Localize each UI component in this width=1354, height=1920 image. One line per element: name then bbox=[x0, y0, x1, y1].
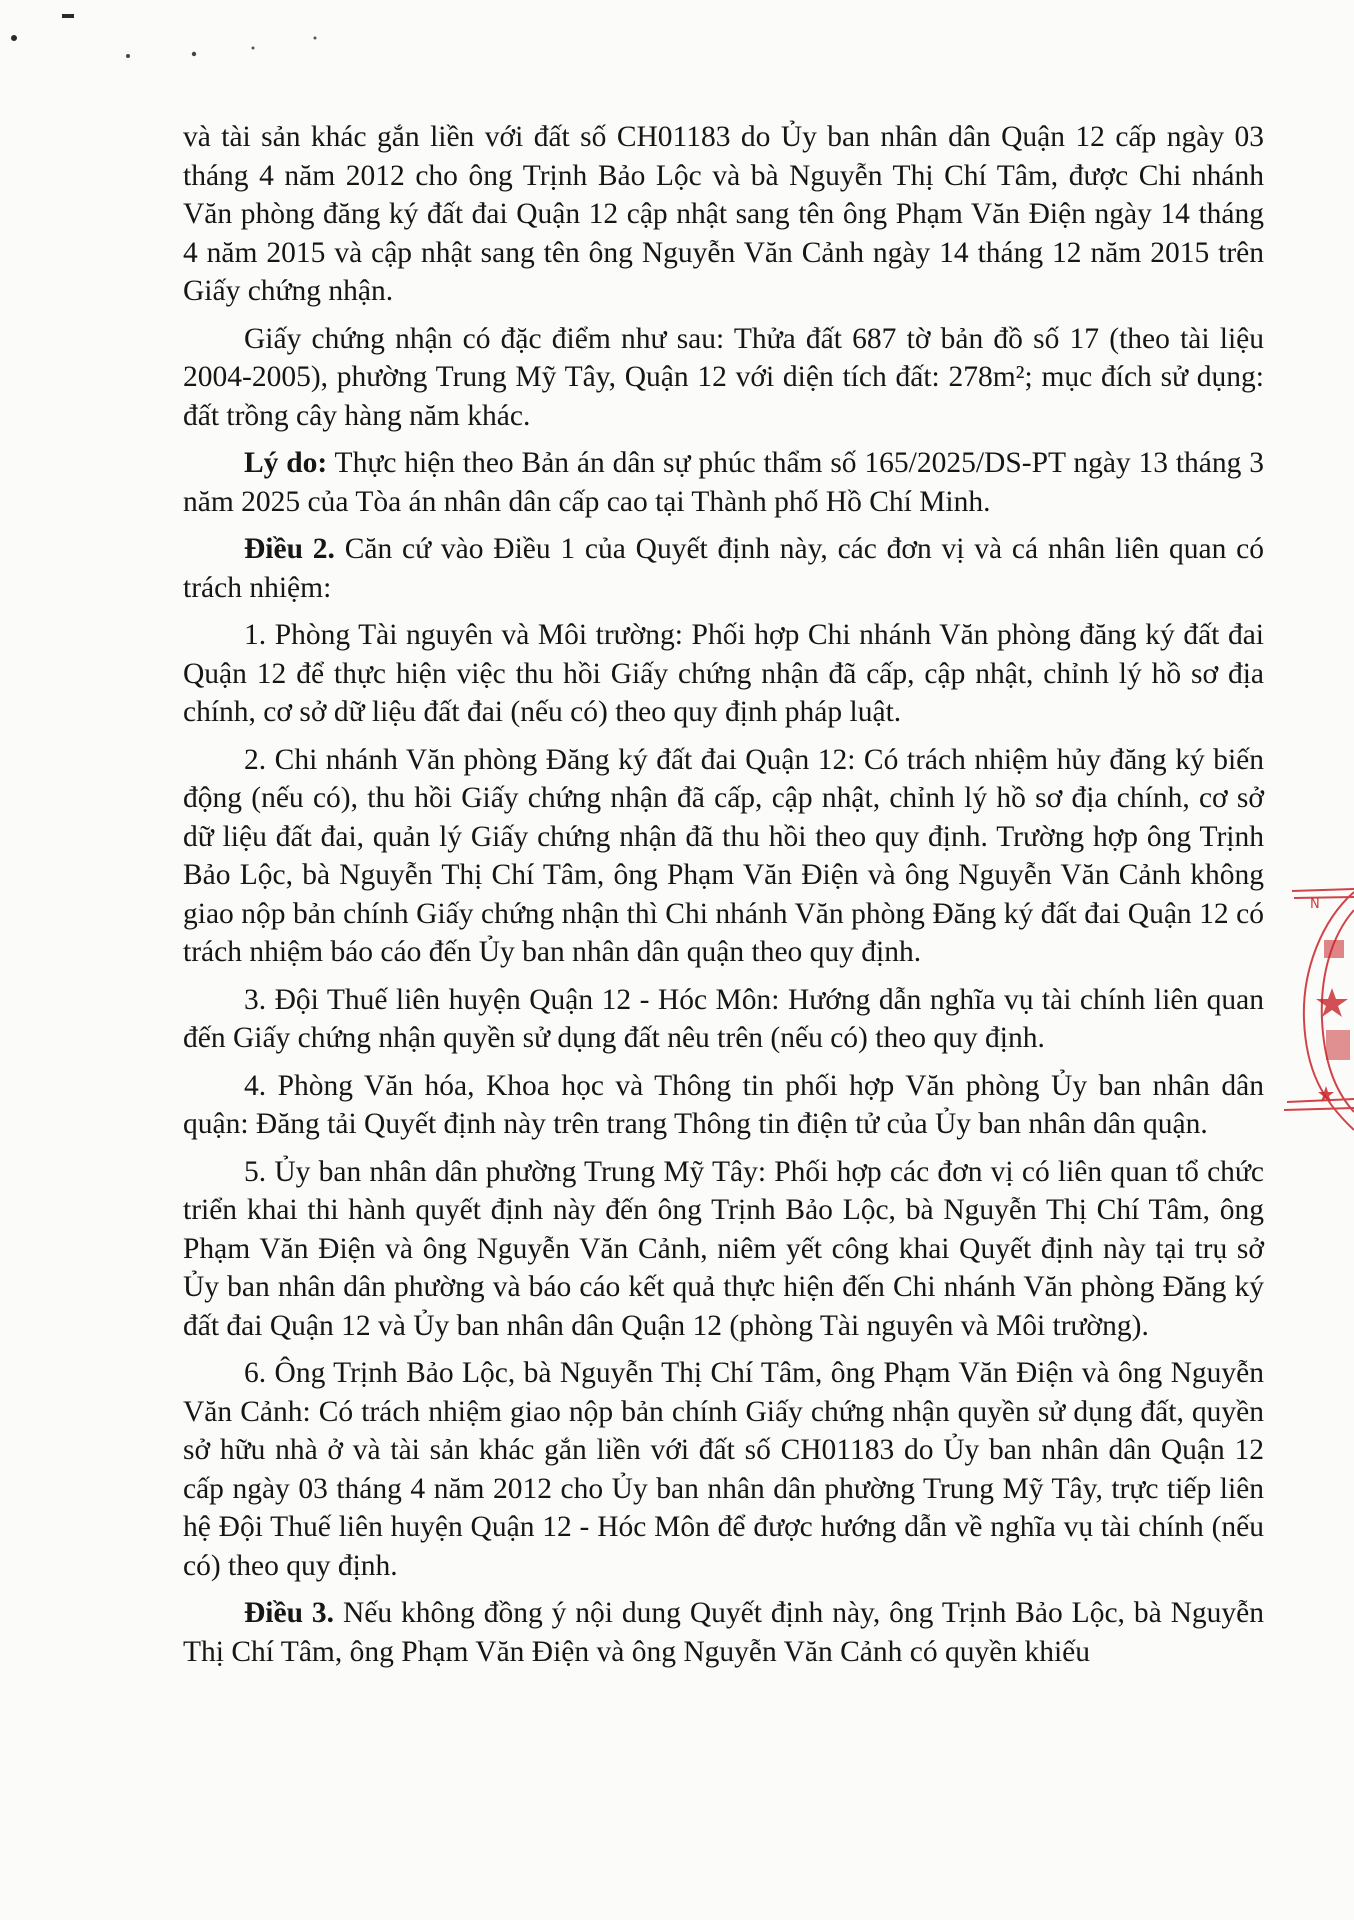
article-2-item-5: 5. Ủy ban nhân dân phường Trung Mỹ Tây: Phối hợp các đơn vị có liên quan tổ chức triển khai thi hành quyết định này đến ông Trịnh Bảo Lộc, bà Nguyễn Thị Chí Tâm, ông Phạm Văn Điện và ông Nguyễn Văn Cảnh, niêm yết công khai Quyết định này tại trụ sở Ủy ban nhân dân phường và báo cáo kết quả thực hiện đến Chi nhánh Văn phòng Đăng ký đất đai Quận 12 và Ủy ban nhân dân Quận 12 (phòng Tài nguyên và Môi trường). bbox=[183, 1155, 1264, 1342]
article-3-label: Điều 3. bbox=[244, 1597, 335, 1629]
article-2-heading: Điều 2. Căn cứ vào Điều 1 của Quyết định này, các đơn vị và cá nhân liên quan có trách nhiệm: bbox=[183, 533, 1264, 604]
scan-speck-marks bbox=[0, 0, 340, 70]
reason-label: Lý do: bbox=[244, 447, 328, 479]
paragraph-reason: Lý do: Thực hiện theo Bản án dân sự phúc thẩm số 165/2025/DS-PT ngày 13 tháng 3 năm 2025 của Tòa án nhân dân cấp cao tại Thành phố Hồ Chí Minh. bbox=[183, 447, 1264, 518]
article-2-label: Điều 2. bbox=[244, 533, 335, 565]
article-2-item-6: 6. Ông Trịnh Bảo Lộc, bà Nguyễn Thị Chí Tâm, ông Phạm Văn Điện và ông Nguyễn Văn Cảnh: Có trách nhiệm giao nộp bản chính Giấy chứng nhận quyền sử dụng đất, quyền sở hữu nhà ở và tài sản khác gắn liền với đất số CH01183 do Ủy ban nhân dân Quận 12 cấp ngày 03 tháng 4 năm 2012 cho Ủy ban nhân dân phường Trung Mỹ Tây, trực tiếp liên hệ Đội Thuế liên huyện Quận 12 - Hóc Môn để được hướng dẫn về nghĩa vụ tài chính (nếu có) theo quy định. bbox=[183, 1357, 1264, 1582]
article-2-item-2: 2. Chi nhánh Văn phòng Đăng ký đất đai Quận 12: Có trách nhiệm hủy đăng ký biến động (nếu có), thu hồi Giấy chứng nhận đã cấp, cập nhật, chỉnh lý hồ sơ địa chính, cơ sở dữ liệu đất đai, quản lý Giấy chứng nhận đã thu hồi theo quy định. Trường hợp ông Trịnh Bảo Lộc, bà Nguyễn Thị Chí Tâm, ông Phạm Văn Điện và ông Nguyễn Văn Cảnh không giao nộp bản chính Giấy chứng nhận thì Chi nhánh Văn phòng Đăng ký đất đai Quận 12 có trách nhiệm báo cáo đến Ủy ban nhân dân quận theo quy định. bbox=[183, 743, 1264, 968]
article-2-item-1: 1. Phòng Tài nguyên và Môi trường: Phối hợp Chi nhánh Văn phòng đăng ký đất đai Quận 12 để thực hiện việc thu hồi Giấy chứng nhận đã cấp, cập nhật, chỉnh lý hồ sơ địa chính, cơ sở dữ liệu đất đai (nếu có) theo quy định pháp luật. bbox=[183, 619, 1264, 728]
article-2-item-4: 4. Phòng Văn hóa, Khoa học và Thông tin phối hợp Văn phòng Ủy ban nhân dân quận: Đăng tải Quyết định này trên trang Thông tin điện tử của Ủy ban nhân dân quận. bbox=[183, 1069, 1264, 1140]
svg-text:N: N bbox=[1310, 897, 1320, 912]
article-2-item-3: 3. Đội Thuế liên huyện Quận 12 - Hóc Môn: Hướng dẫn nghĩa vụ tài chính liên quan đến Giấy chứng nhận quyền sử dụng đất nêu trên (nếu có) theo quy định. bbox=[183, 983, 1264, 1054]
paragraph-continuation: và tài sản khác gắn liền với đất số CH01183 do Ủy ban nhân dân Quận 12 cấp ngày 03 tháng 4 năm 2012 cho ông Trịnh Bảo Lộc và bà Nguyễn Thị Chí Tâm, được Chi nhánh Văn phòng đăng ký đất đai Quận 12 cập nhật sang tên ông Phạm Văn Điện ngày 14 tháng 4 năm 2015 và cập nhật sang tên ông Nguyễn Văn Cảnh ngày 14 tháng 12 năm 2015 trên Giấy chứng nhận. bbox=[183, 121, 1264, 307]
document-body bbox=[183, 118, 1264, 1680]
article-3-heading: Điều 3. Nếu không đồng ý nội dung Quyết định này, ông Trịnh Bảo Lộc, bà Nguyễn Thị Chí Tâm, ông Phạm Văn Điện và ông Nguyễn Văn Cảnh có quyền khiếu bbox=[183, 1597, 1264, 1668]
seal-stamp-fragment bbox=[1262, 880, 1354, 1140]
paragraph-certificate-details: Giấy chứng nhận có đặc điểm như sau: Thửa đất 687 tờ bản đồ số 17 (theo tài liệu 2004-2005), phường Trung Mỹ Tây, Quận 12 với diện tích đất: 278m²; mục đích sử dụng: đất trồng cây hàng năm khác. bbox=[183, 322, 1264, 432]
